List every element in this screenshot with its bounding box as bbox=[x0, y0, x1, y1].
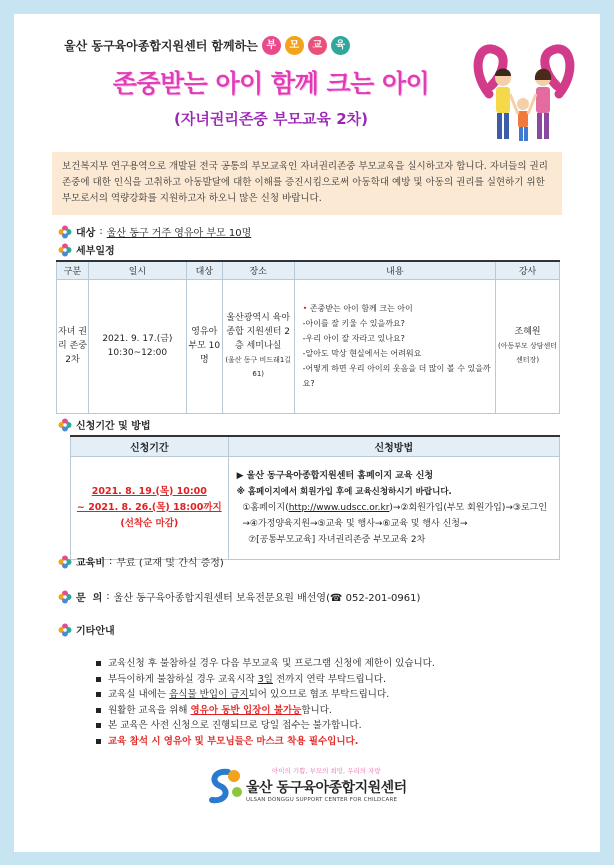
place-main: 울산광역시 육아종합 지원센터 2층 세미나실 bbox=[226, 313, 291, 351]
bubble-char-4: 육 bbox=[331, 36, 350, 55]
method-title: ▶ 울산 동구육아종합지원센터 홈페이지 교육 신청 bbox=[236, 470, 434, 481]
cell-audience: 영유아 부모 10명 bbox=[186, 279, 222, 413]
place-note: (울산 동구 비드래1길 61) bbox=[225, 356, 292, 378]
flyer-sheet bbox=[14, 14, 600, 852]
schedule-table bbox=[56, 260, 560, 414]
list-item: 원활한 교육을 위해 영유아 동반 입장이 불가능합니다. bbox=[96, 703, 566, 719]
content-item: -어떻게 하면 우리 아이의 웃음을 더 많이 볼 수 있을까요? bbox=[302, 364, 491, 388]
cell-lecturer bbox=[496, 279, 560, 413]
period-start: 2021. 8. 19.(목) 10:00 bbox=[91, 485, 207, 497]
list-item: 부득이하게 불참하실 경우 교육시작 3일 전까지 연락 부탁드립니다. bbox=[96, 672, 566, 688]
etc-list bbox=[96, 656, 566, 749]
col-header-datetime: 일시 bbox=[88, 261, 186, 279]
section-fee: 교육비 : 무료 (교재 및 간식 증정) bbox=[58, 554, 224, 569]
col-header-audience: 대상 bbox=[186, 261, 222, 279]
list-item: 교육실 내에는 음식물 반입이 금지되어 있으므로 협조 부탁드립니다. bbox=[96, 687, 566, 703]
page-title: 존중받는 아이 함께 크는 아이 bbox=[112, 69, 430, 98]
flower-icon bbox=[58, 225, 72, 239]
section-etc bbox=[58, 622, 115, 637]
cell-place bbox=[222, 279, 294, 413]
content-item: • 존중받는 아이 함께 크는 아이 bbox=[302, 304, 413, 313]
content-item: -아이를 잘 키울 수 있을까요? bbox=[302, 319, 405, 328]
method-note: ※ 홈페이지에서 회원가입 후에 교육신청하시기 바랍니다. bbox=[236, 486, 452, 497]
footer-logo bbox=[204, 762, 414, 812]
content-item: -우리 아이 잘 자라고 있나요? bbox=[302, 334, 405, 343]
footer-org-en: ULSAN DONGGU SUPPORT CENTER FOR CHILDCARE bbox=[246, 797, 398, 803]
steps-line-2: →④가정양육지원→⑤교육 및 행사→⑥교육 및 행사 신청→ bbox=[242, 518, 468, 529]
col-header-category: 구분 bbox=[57, 261, 89, 279]
cell-datetime bbox=[88, 279, 186, 413]
footer-slogan: 아이의 기쁨, 부모의 희망, 우리의 자랑 bbox=[272, 767, 381, 775]
table-row bbox=[71, 456, 560, 559]
col-header-lecturer: 강사 bbox=[496, 261, 560, 279]
list-item: 교육신청 후 불참하실 경우 다음 부모교육 및 프로그램 신청에 제한이 있습니다. bbox=[96, 656, 566, 672]
flower-icon bbox=[58, 623, 72, 637]
period-end: ~ 2021. 8. 26.(목) 18:00까지 bbox=[76, 501, 222, 513]
list-item: 교육 참석 시 영유아 및 부모님들은 마스크 착용 필수입니다. bbox=[96, 734, 566, 750]
fee-label: 교육비 bbox=[76, 558, 105, 569]
contact-value: 울산 동구육아종합지원센터 보육전문요원 배선영(☎ 052-201-0961) bbox=[113, 593, 421, 604]
bubble-char-2: 모 bbox=[285, 36, 304, 55]
datetime-line-1: 2021. 9. 17.(금) bbox=[102, 334, 173, 344]
fee-value: 무료 (교재 및 간식 증정) bbox=[116, 558, 224, 569]
cell-content bbox=[294, 279, 496, 413]
schedule-label: 세부일정 bbox=[76, 246, 115, 257]
cell-category: 자녀 권리 존중 2차 bbox=[57, 279, 89, 413]
application-table bbox=[70, 435, 560, 560]
etc-label: 기타안내 bbox=[76, 626, 115, 637]
section-application bbox=[58, 417, 151, 432]
target-value: 울산 동구 거주 영유아 부모 10명 bbox=[106, 228, 252, 239]
cell-method bbox=[228, 456, 559, 559]
header-line bbox=[64, 36, 350, 55]
steps-line-3: ⑦[공통부모교육] 자녀권리존중 부모교육 2차 bbox=[248, 534, 426, 545]
col-header-place: 장소 bbox=[222, 261, 294, 279]
table-row bbox=[57, 279, 560, 413]
steps-line-1a: ①홈페이지( bbox=[242, 502, 289, 513]
bubble-char-1: 부 bbox=[262, 36, 281, 55]
flower-icon bbox=[58, 555, 72, 569]
target-label: 대상 bbox=[76, 228, 96, 239]
intro-text: 보건복지부 연구용역으로 개발된 전국 공통의 부모교육인 자녀권리존중 부모교육을 실시하고자 합니다. 자녀들의 권리 존중에 대한 인식을 고취하고 아동발달에 대한 이해를 증진시킴으로써 아동학대 예방 및 아동의 권리를 실현하기 위한 부모로서의 역량강화를 지원하고자 하오니 많은 신청 바랍니다. bbox=[52, 152, 562, 215]
col-header-period: 신청기간 bbox=[71, 436, 229, 456]
family-illustration bbox=[469, 34, 579, 152]
content-item: -알아도 막상 현실에서는 어려워요 bbox=[302, 349, 422, 358]
flower-icon bbox=[58, 243, 72, 257]
datetime-line-2: 10:30~12:00 bbox=[107, 348, 168, 358]
col-header-method: 신청방법 bbox=[228, 436, 559, 456]
lecturer-name: 조혜원 bbox=[514, 327, 541, 337]
homepage-link[interactable]: http://www.udscc.or.kr bbox=[288, 502, 390, 513]
footer-org-name: 울산 동구육아종합지원센터 bbox=[246, 780, 407, 796]
flower-icon bbox=[58, 590, 72, 604]
center-logo-icon bbox=[204, 764, 244, 808]
section-target: 대상 : 울산 동구 거주 영유아 부모 10명 bbox=[58, 224, 251, 239]
steps-line-1b: )→②회원가입(부모 회원가입)→③로그인 bbox=[389, 502, 548, 513]
bubble-char-3: 교 bbox=[308, 36, 327, 55]
application-label: 신청기간 및 방법 bbox=[76, 421, 151, 432]
flower-icon bbox=[58, 418, 72, 432]
contact-label: 문 의 bbox=[76, 593, 103, 604]
cell-period bbox=[71, 456, 229, 559]
page-subtitle: (자녀권리존중 부모교육 2차) bbox=[174, 110, 368, 128]
header-prefix: 울산 동구육아종합지원센터 함께하는 bbox=[64, 39, 258, 53]
col-header-content: 내용 bbox=[294, 261, 496, 279]
section-schedule bbox=[58, 242, 115, 257]
period-note: (선착순 마감) bbox=[120, 517, 179, 529]
lecturer-note: (아동부모 상담센터 센터장) bbox=[498, 342, 558, 364]
list-item: 본 교육은 사전 신청으로 진행되므로 당일 접수는 불가합니다. bbox=[96, 718, 566, 734]
section-contact: 문 의 : 울산 동구육아종합지원센터 보육전문요원 배선영(☎ 052-201-0961) bbox=[58, 589, 420, 604]
